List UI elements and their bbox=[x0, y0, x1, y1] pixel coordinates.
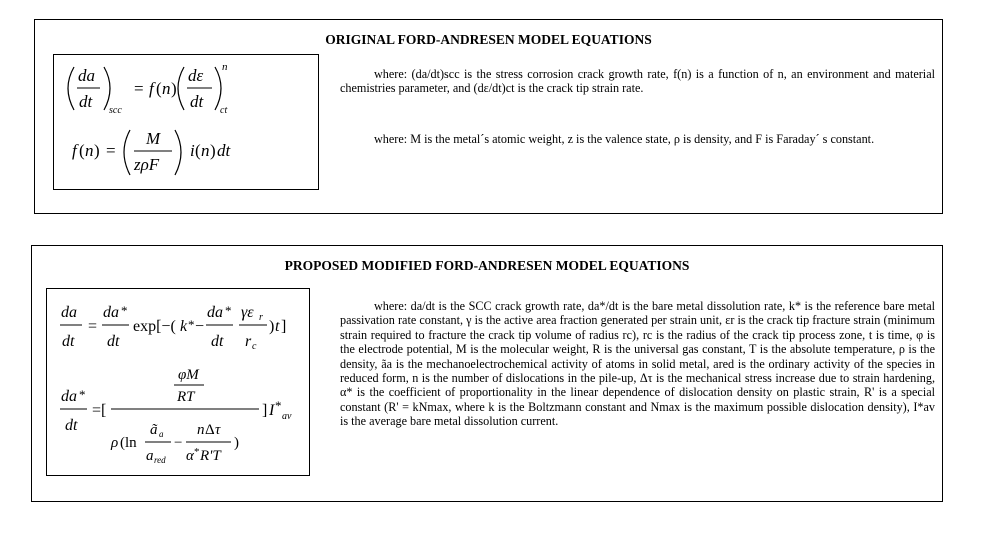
svg-text:): ) bbox=[94, 141, 100, 160]
panel-title-modified: PROPOSED MODIFIED FORD-ANDRESEN MODEL EQUATIONS bbox=[284, 258, 690, 273]
svg-text:]: ] bbox=[281, 318, 287, 335]
svg-text:*: * bbox=[79, 387, 86, 402]
svg-text:i: i bbox=[190, 141, 195, 160]
svg-text:dε: dε bbox=[188, 66, 204, 85]
svg-text:): ) bbox=[171, 79, 177, 98]
svg-text:n: n bbox=[201, 141, 210, 160]
svg-text:t: t bbox=[275, 318, 280, 335]
original-equations-figure bbox=[54, 55, 318, 189]
svg-text:=: = bbox=[134, 79, 144, 98]
svg-text:da: da bbox=[207, 304, 223, 321]
svg-text:n: n bbox=[85, 141, 94, 160]
svg-text:): ) bbox=[210, 141, 216, 160]
svg-text:dt: dt bbox=[190, 92, 204, 111]
modified-equations-figure bbox=[47, 289, 309, 475]
modified-equations-description: where: da/dt is the SCC crack growth rate, da*/dt is the bare metal dissolution rate, k* is the reference bare metal passivation rate constant, γ is the active area fraction generated per strain unit, εr is the crack tip fracture strain (minimum strain required to fracture the crack tip volume of radius rc), rc is the radius of the crack tip process zone, t is time, φ is the electrode potential, M is the molecular weight, R is the universal gas constant, T is the absolute temperature, ρ is the density, ãa is the mechanoelectrochemical activity of atoms in solid metal, ared is the ordinary activity of the species in reduced form, n is the number of dislocations in the pile-up, Δτ is the mechanical stress increase due to strain hardening, α* is the coefficient of proportionality in the linear dependence of dislocation density on plastic strain, R' is a special constant (R' = kNmax, where k is the Boltzmann constant and Nmax is the maximum possible dislocation density), I*av is the average bare metal dissolution current. bbox=[340, 299, 935, 429]
svg-text:av: av bbox=[282, 411, 292, 422]
svg-text:scc: scc bbox=[109, 105, 122, 116]
svg-text:−: − bbox=[195, 318, 205, 335]
svg-text:a: a bbox=[146, 448, 154, 464]
svg-text:dt: dt bbox=[79, 92, 93, 111]
svg-text:*: * bbox=[194, 446, 200, 458]
svg-text:ρ: ρ bbox=[111, 435, 119, 451]
svg-text:RT: RT bbox=[177, 389, 195, 405]
original-equations-panel bbox=[34, 19, 943, 214]
svg-text:I: I bbox=[269, 402, 275, 419]
svg-text:−: − bbox=[174, 435, 183, 451]
svg-text:Δ: Δ bbox=[205, 422, 215, 438]
svg-text:ã: ã bbox=[150, 422, 158, 438]
svg-text:(: ( bbox=[195, 141, 201, 160]
svg-text:=[: =[ bbox=[92, 402, 107, 419]
svg-text:τ: τ bbox=[215, 422, 221, 438]
svg-text:red: red bbox=[154, 455, 166, 465]
panel-title-original: ORIGINAL FORD-ANDRESEN MODEL EQUATIONS bbox=[325, 32, 652, 47]
svg-text:φM: φM bbox=[178, 367, 199, 383]
svg-text:dt: dt bbox=[65, 417, 78, 434]
svg-text:f: f bbox=[149, 79, 154, 98]
svg-text:*: * bbox=[225, 303, 232, 318]
modified-equations-panel bbox=[31, 245, 943, 502]
svg-text:α: α bbox=[186, 448, 194, 464]
svg-text:(: ( bbox=[79, 141, 85, 160]
svg-text:=: = bbox=[88, 318, 98, 335]
svg-text:M: M bbox=[146, 129, 161, 148]
svg-text:): ) bbox=[234, 435, 239, 451]
svg-text:r: r bbox=[259, 312, 263, 323]
svg-text:da: da bbox=[78, 66, 95, 85]
svg-text:a: a bbox=[159, 429, 164, 439]
svg-text:r: r bbox=[245, 333, 252, 350]
svg-text:k: k bbox=[180, 318, 188, 335]
svg-text:*: * bbox=[188, 317, 195, 332]
svg-text:dt: dt bbox=[107, 333, 120, 350]
svg-text:da: da bbox=[61, 388, 77, 405]
original-equation1-description: where: (da/dt)scc is the stress corrosion crack growth rate, f(n) is a function of n, an environment and material chemistries parameter, and (dε/dt)ct is the crack tip strain rate. bbox=[340, 67, 935, 96]
svg-text:]: ] bbox=[262, 402, 268, 419]
svg-text:γε: γε bbox=[241, 304, 254, 321]
svg-text:c: c bbox=[252, 341, 257, 352]
svg-text:(: ( bbox=[156, 79, 162, 98]
svg-text:da: da bbox=[61, 304, 77, 321]
svg-text:=: = bbox=[106, 141, 116, 160]
svg-text:(ln: (ln bbox=[120, 435, 137, 451]
svg-text:n: n bbox=[162, 79, 171, 98]
svg-text:*: * bbox=[121, 303, 128, 318]
svg-text:ct: ct bbox=[220, 105, 228, 116]
svg-text:dt: dt bbox=[211, 333, 224, 350]
original-equations-box bbox=[53, 54, 319, 190]
svg-text:exp[−(: exp[−( bbox=[133, 318, 176, 335]
svg-text:*: * bbox=[275, 398, 282, 413]
svg-text:dt: dt bbox=[62, 333, 75, 350]
svg-text:): ) bbox=[269, 318, 275, 335]
svg-text:da: da bbox=[103, 304, 119, 321]
svg-text:R'T: R'T bbox=[200, 448, 221, 464]
svg-text:f: f bbox=[72, 141, 77, 160]
modified-equations-box bbox=[46, 288, 310, 476]
svg-text:n: n bbox=[197, 422, 205, 438]
svg-text:n: n bbox=[222, 61, 228, 73]
original-equation2-description: where: M is the metal´s atomic weight, z is the valence state, ρ is density, and F is Faraday´ s constant. bbox=[374, 132, 875, 146]
svg-text:zρF: zρF bbox=[134, 155, 160, 174]
svg-text:dt: dt bbox=[217, 141, 231, 160]
